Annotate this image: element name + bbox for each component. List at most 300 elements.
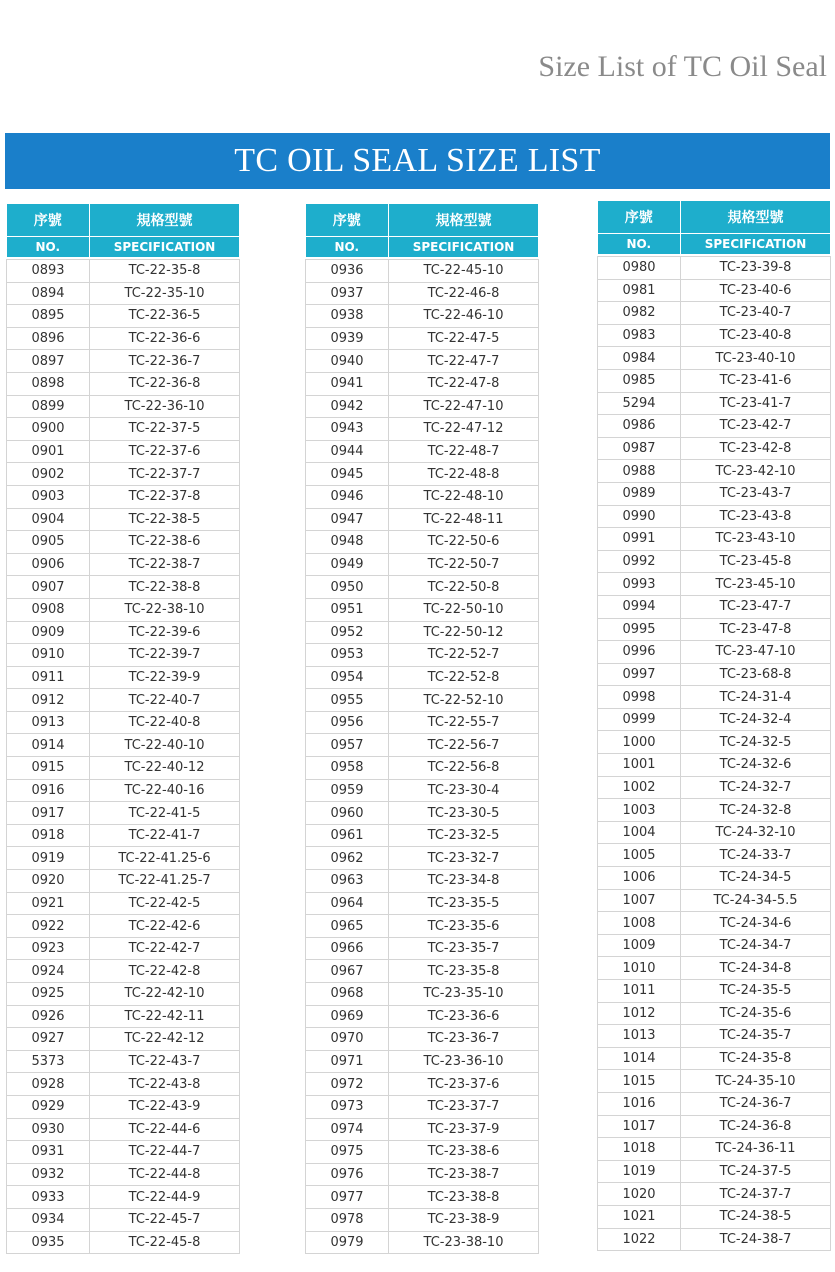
table-row <box>7 779 240 802</box>
row-specification: TC-22-45-7 <box>90 1208 240 1231</box>
row-number: 0898 <box>7 372 90 395</box>
table-row <box>306 372 539 395</box>
row-specification: TC-22-46-8 <box>389 282 539 305</box>
table-row <box>598 663 831 686</box>
table-row <box>598 1025 831 1048</box>
row-number: 0985 <box>598 369 681 392</box>
header-no-en: NO. <box>598 234 681 255</box>
table-row <box>306 779 539 802</box>
row-number: 0981 <box>598 279 681 302</box>
row-specification: TC-22-44-9 <box>90 1186 240 1209</box>
row-specification: TC-23-37-6 <box>389 1073 539 1096</box>
header-no-cn: 序號 <box>598 201 681 234</box>
row-number: 1000 <box>598 731 681 754</box>
row-number: 0995 <box>598 618 681 641</box>
row-number: 0941 <box>306 372 389 395</box>
row-specification: TC-24-34-7 <box>681 934 831 957</box>
row-specification: TC-23-40-6 <box>681 279 831 302</box>
row-number: 0960 <box>306 802 389 825</box>
row-number: 0944 <box>306 440 389 463</box>
row-specification: TC-24-35-6 <box>681 1002 831 1025</box>
table-row <box>306 305 539 328</box>
row-specification: TC-22-40-10 <box>90 734 240 757</box>
row-number: 0996 <box>598 641 681 664</box>
row-number: 1020 <box>598 1183 681 1206</box>
table-row <box>598 1183 831 1206</box>
row-number: 0939 <box>306 327 389 350</box>
row-number: 0972 <box>306 1073 389 1096</box>
row-specification: TC-23-35-5 <box>389 892 539 915</box>
table-row <box>306 1028 539 1051</box>
table-row <box>7 1050 240 1073</box>
row-specification: TC-23-47-7 <box>681 595 831 618</box>
table-row <box>7 666 240 689</box>
row-specification: TC-22-36-6 <box>90 327 240 350</box>
row-number: 0953 <box>306 644 389 667</box>
row-number: 1021 <box>598 1205 681 1228</box>
row-specification: TC-23-37-7 <box>389 1095 539 1118</box>
row-specification: TC-23-38-10 <box>389 1231 539 1254</box>
table-row <box>306 1050 539 1073</box>
table-row <box>7 1141 240 1164</box>
table-row <box>306 847 539 870</box>
table-row <box>7 440 240 463</box>
table-row <box>598 392 831 415</box>
table-row <box>7 734 240 757</box>
row-specification: TC-22-37-5 <box>90 418 240 441</box>
row-number: 1013 <box>598 1025 681 1048</box>
row-specification: TC-22-39-9 <box>90 666 240 689</box>
row-specification: TC-23-40-10 <box>681 347 831 370</box>
row-specification: TC-22-41.25-6 <box>90 847 240 870</box>
row-specification: TC-22-43-8 <box>90 1073 240 1096</box>
row-number: 0957 <box>306 734 389 757</box>
row-number: 0921 <box>7 892 90 915</box>
row-specification: TC-23-43-8 <box>681 505 831 528</box>
row-specification: TC-24-32-5 <box>681 731 831 754</box>
table-row <box>7 531 240 554</box>
row-specification: TC-24-32-8 <box>681 799 831 822</box>
table-row <box>7 598 240 621</box>
row-specification: TC-22-40-12 <box>90 757 240 780</box>
row-specification: TC-24-35-8 <box>681 1047 831 1070</box>
row-specification: TC-23-41-7 <box>681 392 831 415</box>
row-number: 0982 <box>598 302 681 325</box>
row-specification: TC-24-36-11 <box>681 1138 831 1161</box>
row-number: 1003 <box>598 799 681 822</box>
row-specification: TC-24-38-7 <box>681 1228 831 1251</box>
table-row <box>598 550 831 573</box>
table-row <box>598 1092 831 1115</box>
header-no-cn: 序號 <box>306 204 389 237</box>
table-row <box>7 1186 240 1209</box>
row-number: 1017 <box>598 1115 681 1138</box>
row-number: 0913 <box>7 711 90 734</box>
header-no-en: NO. <box>306 237 389 258</box>
row-number: 0969 <box>306 1005 389 1028</box>
table-row <box>598 641 831 664</box>
row-number: 1015 <box>598 1070 681 1093</box>
row-specification: TC-22-45-10 <box>389 260 539 283</box>
table-row <box>7 327 240 350</box>
table-row <box>598 1002 831 1025</box>
row-number: 0978 <box>306 1208 389 1231</box>
row-number: 0943 <box>306 418 389 441</box>
row-number: 0930 <box>7 1118 90 1141</box>
row-number: 0926 <box>7 1005 90 1028</box>
table-row <box>598 528 831 551</box>
row-specification: TC-23-37-9 <box>389 1118 539 1141</box>
table-row <box>306 1231 539 1254</box>
table-row <box>7 372 240 395</box>
table-row <box>598 369 831 392</box>
table-row <box>306 418 539 441</box>
row-specification: TC-22-36-5 <box>90 305 240 328</box>
table-row <box>306 508 539 531</box>
row-number: 0975 <box>306 1141 389 1164</box>
table-row <box>306 1005 539 1028</box>
row-number: 0919 <box>7 847 90 870</box>
row-number: 0983 <box>598 324 681 347</box>
row-number: 1019 <box>598 1160 681 1183</box>
row-specification: TC-22-52-8 <box>389 666 539 689</box>
table-row <box>7 983 240 1006</box>
row-number: 0911 <box>7 666 90 689</box>
table-body <box>7 260 240 1254</box>
row-number: 0968 <box>306 983 389 1006</box>
row-number: 0990 <box>598 505 681 528</box>
table-row <box>7 870 240 893</box>
row-specification: TC-22-50-7 <box>389 553 539 576</box>
table-row <box>7 960 240 983</box>
row-specification: TC-22-39-6 <box>90 621 240 644</box>
page-title: Size List of TC Oil Seal <box>538 50 827 83</box>
row-specification: TC-22-52-7 <box>389 644 539 667</box>
row-specification: TC-24-37-7 <box>681 1183 831 1206</box>
row-number: 0927 <box>7 1028 90 1051</box>
row-number: 0909 <box>7 621 90 644</box>
row-number: 0907 <box>7 576 90 599</box>
table-row <box>7 350 240 373</box>
table-row <box>598 257 831 280</box>
row-number: 0987 <box>598 437 681 460</box>
row-number: 0980 <box>598 257 681 280</box>
row-specification: TC-23-35-6 <box>389 915 539 938</box>
table-row <box>598 867 831 890</box>
row-specification: TC-23-42-7 <box>681 415 831 438</box>
row-specification: TC-22-38-8 <box>90 576 240 599</box>
table-row <box>306 915 539 938</box>
table-row <box>7 508 240 531</box>
table-row <box>598 889 831 912</box>
row-number: 0917 <box>7 802 90 825</box>
row-number: 0965 <box>306 915 389 938</box>
table-row <box>7 644 240 667</box>
row-number: 0923 <box>7 937 90 960</box>
row-specification: TC-22-56-7 <box>389 734 539 757</box>
table-row <box>306 1073 539 1096</box>
table-row <box>7 553 240 576</box>
row-specification: TC-24-32-7 <box>681 776 831 799</box>
row-specification: TC-22-42-8 <box>90 960 240 983</box>
table-row <box>598 1160 831 1183</box>
row-specification: TC-23-47-8 <box>681 618 831 641</box>
row-number: 0971 <box>306 1050 389 1073</box>
table-row <box>306 666 539 689</box>
row-number: 0936 <box>306 260 389 283</box>
header-spec-cn: 規格型號 <box>90 204 240 237</box>
row-specification: TC-24-34-6 <box>681 912 831 935</box>
row-number: 0924 <box>7 960 90 983</box>
table-row <box>598 324 831 347</box>
table-row <box>306 621 539 644</box>
row-specification: TC-22-44-7 <box>90 1141 240 1164</box>
table-row <box>306 960 539 983</box>
table-row <box>598 776 831 799</box>
row-number: 0904 <box>7 508 90 531</box>
table-row <box>598 708 831 731</box>
header-spec-en: SPECIFICATION <box>389 237 539 258</box>
row-number: 0998 <box>598 686 681 709</box>
row-number: 1022 <box>598 1228 681 1251</box>
row-number: 1004 <box>598 821 681 844</box>
table-row <box>598 573 831 596</box>
banner-title: TC OIL SEAL SIZE LIST <box>5 133 830 189</box>
row-specification: TC-22-47-7 <box>389 350 539 373</box>
table-row <box>598 1205 831 1228</box>
row-number: 0959 <box>306 779 389 802</box>
row-number: 5294 <box>598 392 681 415</box>
table-row <box>306 711 539 734</box>
row-number: 0915 <box>7 757 90 780</box>
row-specification: TC-23-30-5 <box>389 802 539 825</box>
row-specification: TC-22-50-10 <box>389 598 539 621</box>
row-specification: TC-22-48-8 <box>389 463 539 486</box>
row-number: 0922 <box>7 915 90 938</box>
table-row <box>598 1070 831 1093</box>
table-row <box>7 915 240 938</box>
row-number: 0933 <box>7 1186 90 1209</box>
table-row <box>598 505 831 528</box>
table-row <box>598 799 831 822</box>
row-specification: TC-24-35-10 <box>681 1070 831 1093</box>
row-number: 1001 <box>598 754 681 777</box>
row-number: 0940 <box>306 350 389 373</box>
table-row <box>7 711 240 734</box>
row-number: 0956 <box>306 711 389 734</box>
row-number: 0979 <box>306 1231 389 1254</box>
row-specification: TC-22-38-10 <box>90 598 240 621</box>
table-row <box>306 282 539 305</box>
row-number: 0986 <box>598 415 681 438</box>
row-number: 0952 <box>306 621 389 644</box>
row-specification: TC-22-42-7 <box>90 937 240 960</box>
row-number: 0928 <box>7 1073 90 1096</box>
row-specification: TC-22-47-12 <box>389 418 539 441</box>
table-row <box>598 415 831 438</box>
table-row <box>7 802 240 825</box>
row-number: 0951 <box>306 598 389 621</box>
row-specification: TC-22-50-6 <box>389 531 539 554</box>
row-specification: TC-24-31-4 <box>681 686 831 709</box>
table-row <box>306 440 539 463</box>
table-row <box>7 1073 240 1096</box>
row-specification: TC-22-36-8 <box>90 372 240 395</box>
row-specification: TC-22-37-8 <box>90 485 240 508</box>
table-row <box>306 870 539 893</box>
row-number: 1018 <box>598 1138 681 1161</box>
table-row <box>306 327 539 350</box>
row-specification: TC-23-36-6 <box>389 1005 539 1028</box>
row-number: 0937 <box>306 282 389 305</box>
row-number: 0966 <box>306 937 389 960</box>
table-row <box>7 1118 240 1141</box>
row-specification: TC-24-33-7 <box>681 844 831 867</box>
row-number: 0899 <box>7 395 90 418</box>
table-row <box>598 686 831 709</box>
row-number: 0903 <box>7 485 90 508</box>
table-row <box>598 934 831 957</box>
row-specification: TC-22-41.25-7 <box>90 870 240 893</box>
row-specification: TC-24-34-5 <box>681 867 831 890</box>
table-row <box>7 395 240 418</box>
row-specification: TC-22-42-12 <box>90 1028 240 1051</box>
table-row <box>598 821 831 844</box>
table-row <box>7 576 240 599</box>
table-row <box>7 1231 240 1254</box>
table-row <box>7 305 240 328</box>
row-specification: TC-22-44-8 <box>90 1163 240 1186</box>
row-specification: TC-22-48-10 <box>389 485 539 508</box>
row-specification: TC-23-43-10 <box>681 528 831 551</box>
header-spec-cn: 規格型號 <box>389 204 539 237</box>
table-row <box>306 260 539 283</box>
row-number: 0905 <box>7 531 90 554</box>
table-row <box>7 418 240 441</box>
header-spec-en: SPECIFICATION <box>681 234 831 255</box>
table-row <box>7 1095 240 1118</box>
table-row <box>306 1118 539 1141</box>
row-number: 0945 <box>306 463 389 486</box>
row-specification: TC-22-46-10 <box>389 305 539 328</box>
table-row <box>7 1163 240 1186</box>
row-specification: TC-22-45-8 <box>90 1231 240 1254</box>
row-specification: TC-22-47-8 <box>389 372 539 395</box>
table-row <box>306 824 539 847</box>
row-number: 0901 <box>7 440 90 463</box>
row-number: 0961 <box>306 824 389 847</box>
table-row <box>598 731 831 754</box>
row-specification: TC-23-34-8 <box>389 870 539 893</box>
table-row <box>306 1208 539 1231</box>
table-row <box>598 279 831 302</box>
row-specification: TC-23-68-8 <box>681 663 831 686</box>
row-number: 0925 <box>7 983 90 1006</box>
row-specification: TC-22-41-7 <box>90 824 240 847</box>
row-number: 1008 <box>598 912 681 935</box>
table-row <box>306 937 539 960</box>
table-row <box>306 1163 539 1186</box>
row-specification: TC-23-35-7 <box>389 937 539 960</box>
table-row <box>598 437 831 460</box>
row-specification: TC-23-38-6 <box>389 1141 539 1164</box>
row-number: 0974 <box>306 1118 389 1141</box>
table-row <box>598 1047 831 1070</box>
table-row <box>306 983 539 1006</box>
row-number: 0896 <box>7 327 90 350</box>
table-row <box>598 347 831 370</box>
row-number: 0950 <box>306 576 389 599</box>
table-row <box>7 937 240 960</box>
table-row <box>306 576 539 599</box>
table-row <box>306 644 539 667</box>
row-number: 0947 <box>306 508 389 531</box>
row-number: 0955 <box>306 689 389 712</box>
header-spec-cn: 規格型號 <box>681 201 831 234</box>
row-number: 0900 <box>7 418 90 441</box>
row-specification: TC-22-42-10 <box>90 983 240 1006</box>
header-spec-en: SPECIFICATION <box>90 237 240 258</box>
row-specification: TC-22-38-6 <box>90 531 240 554</box>
table-row <box>306 892 539 915</box>
row-specification: TC-22-35-10 <box>90 282 240 305</box>
row-number: 0902 <box>7 463 90 486</box>
row-number: 1005 <box>598 844 681 867</box>
table-row <box>306 350 539 373</box>
table-row <box>7 689 240 712</box>
row-number: 1014 <box>598 1047 681 1070</box>
row-number: 0992 <box>598 550 681 573</box>
table-row <box>7 1005 240 1028</box>
table-row <box>306 531 539 554</box>
row-number: 1012 <box>598 1002 681 1025</box>
table-row <box>598 1138 831 1161</box>
table-row <box>7 1028 240 1051</box>
row-specification: TC-22-39-7 <box>90 644 240 667</box>
table-row <box>306 1186 539 1209</box>
row-specification: TC-23-38-9 <box>389 1208 539 1231</box>
row-specification: TC-24-32-4 <box>681 708 831 731</box>
row-specification: TC-23-42-8 <box>681 437 831 460</box>
table-row <box>306 395 539 418</box>
row-number: 0938 <box>306 305 389 328</box>
row-specification: TC-22-42-6 <box>90 915 240 938</box>
row-number: 0897 <box>7 350 90 373</box>
row-specification: TC-24-35-5 <box>681 980 831 1003</box>
table-row <box>7 260 240 283</box>
row-specification: TC-24-35-7 <box>681 1025 831 1048</box>
row-specification: TC-22-37-7 <box>90 463 240 486</box>
row-number: 0914 <box>7 734 90 757</box>
row-specification: TC-22-48-11 <box>389 508 539 531</box>
row-number: 0954 <box>306 666 389 689</box>
row-specification: TC-22-40-16 <box>90 779 240 802</box>
table-row <box>598 595 831 618</box>
header-no-en: NO. <box>7 237 90 258</box>
row-number: 0999 <box>598 708 681 731</box>
row-number: 1006 <box>598 867 681 890</box>
row-specification: TC-23-43-7 <box>681 482 831 505</box>
row-number: 0984 <box>598 347 681 370</box>
row-number: 5373 <box>7 1050 90 1073</box>
table-row <box>598 980 831 1003</box>
table-row <box>306 598 539 621</box>
row-specification: TC-22-48-7 <box>389 440 539 463</box>
row-specification: TC-22-50-8 <box>389 576 539 599</box>
row-specification: TC-23-32-7 <box>389 847 539 870</box>
row-number: 0908 <box>7 598 90 621</box>
row-number: 0970 <box>306 1028 389 1051</box>
